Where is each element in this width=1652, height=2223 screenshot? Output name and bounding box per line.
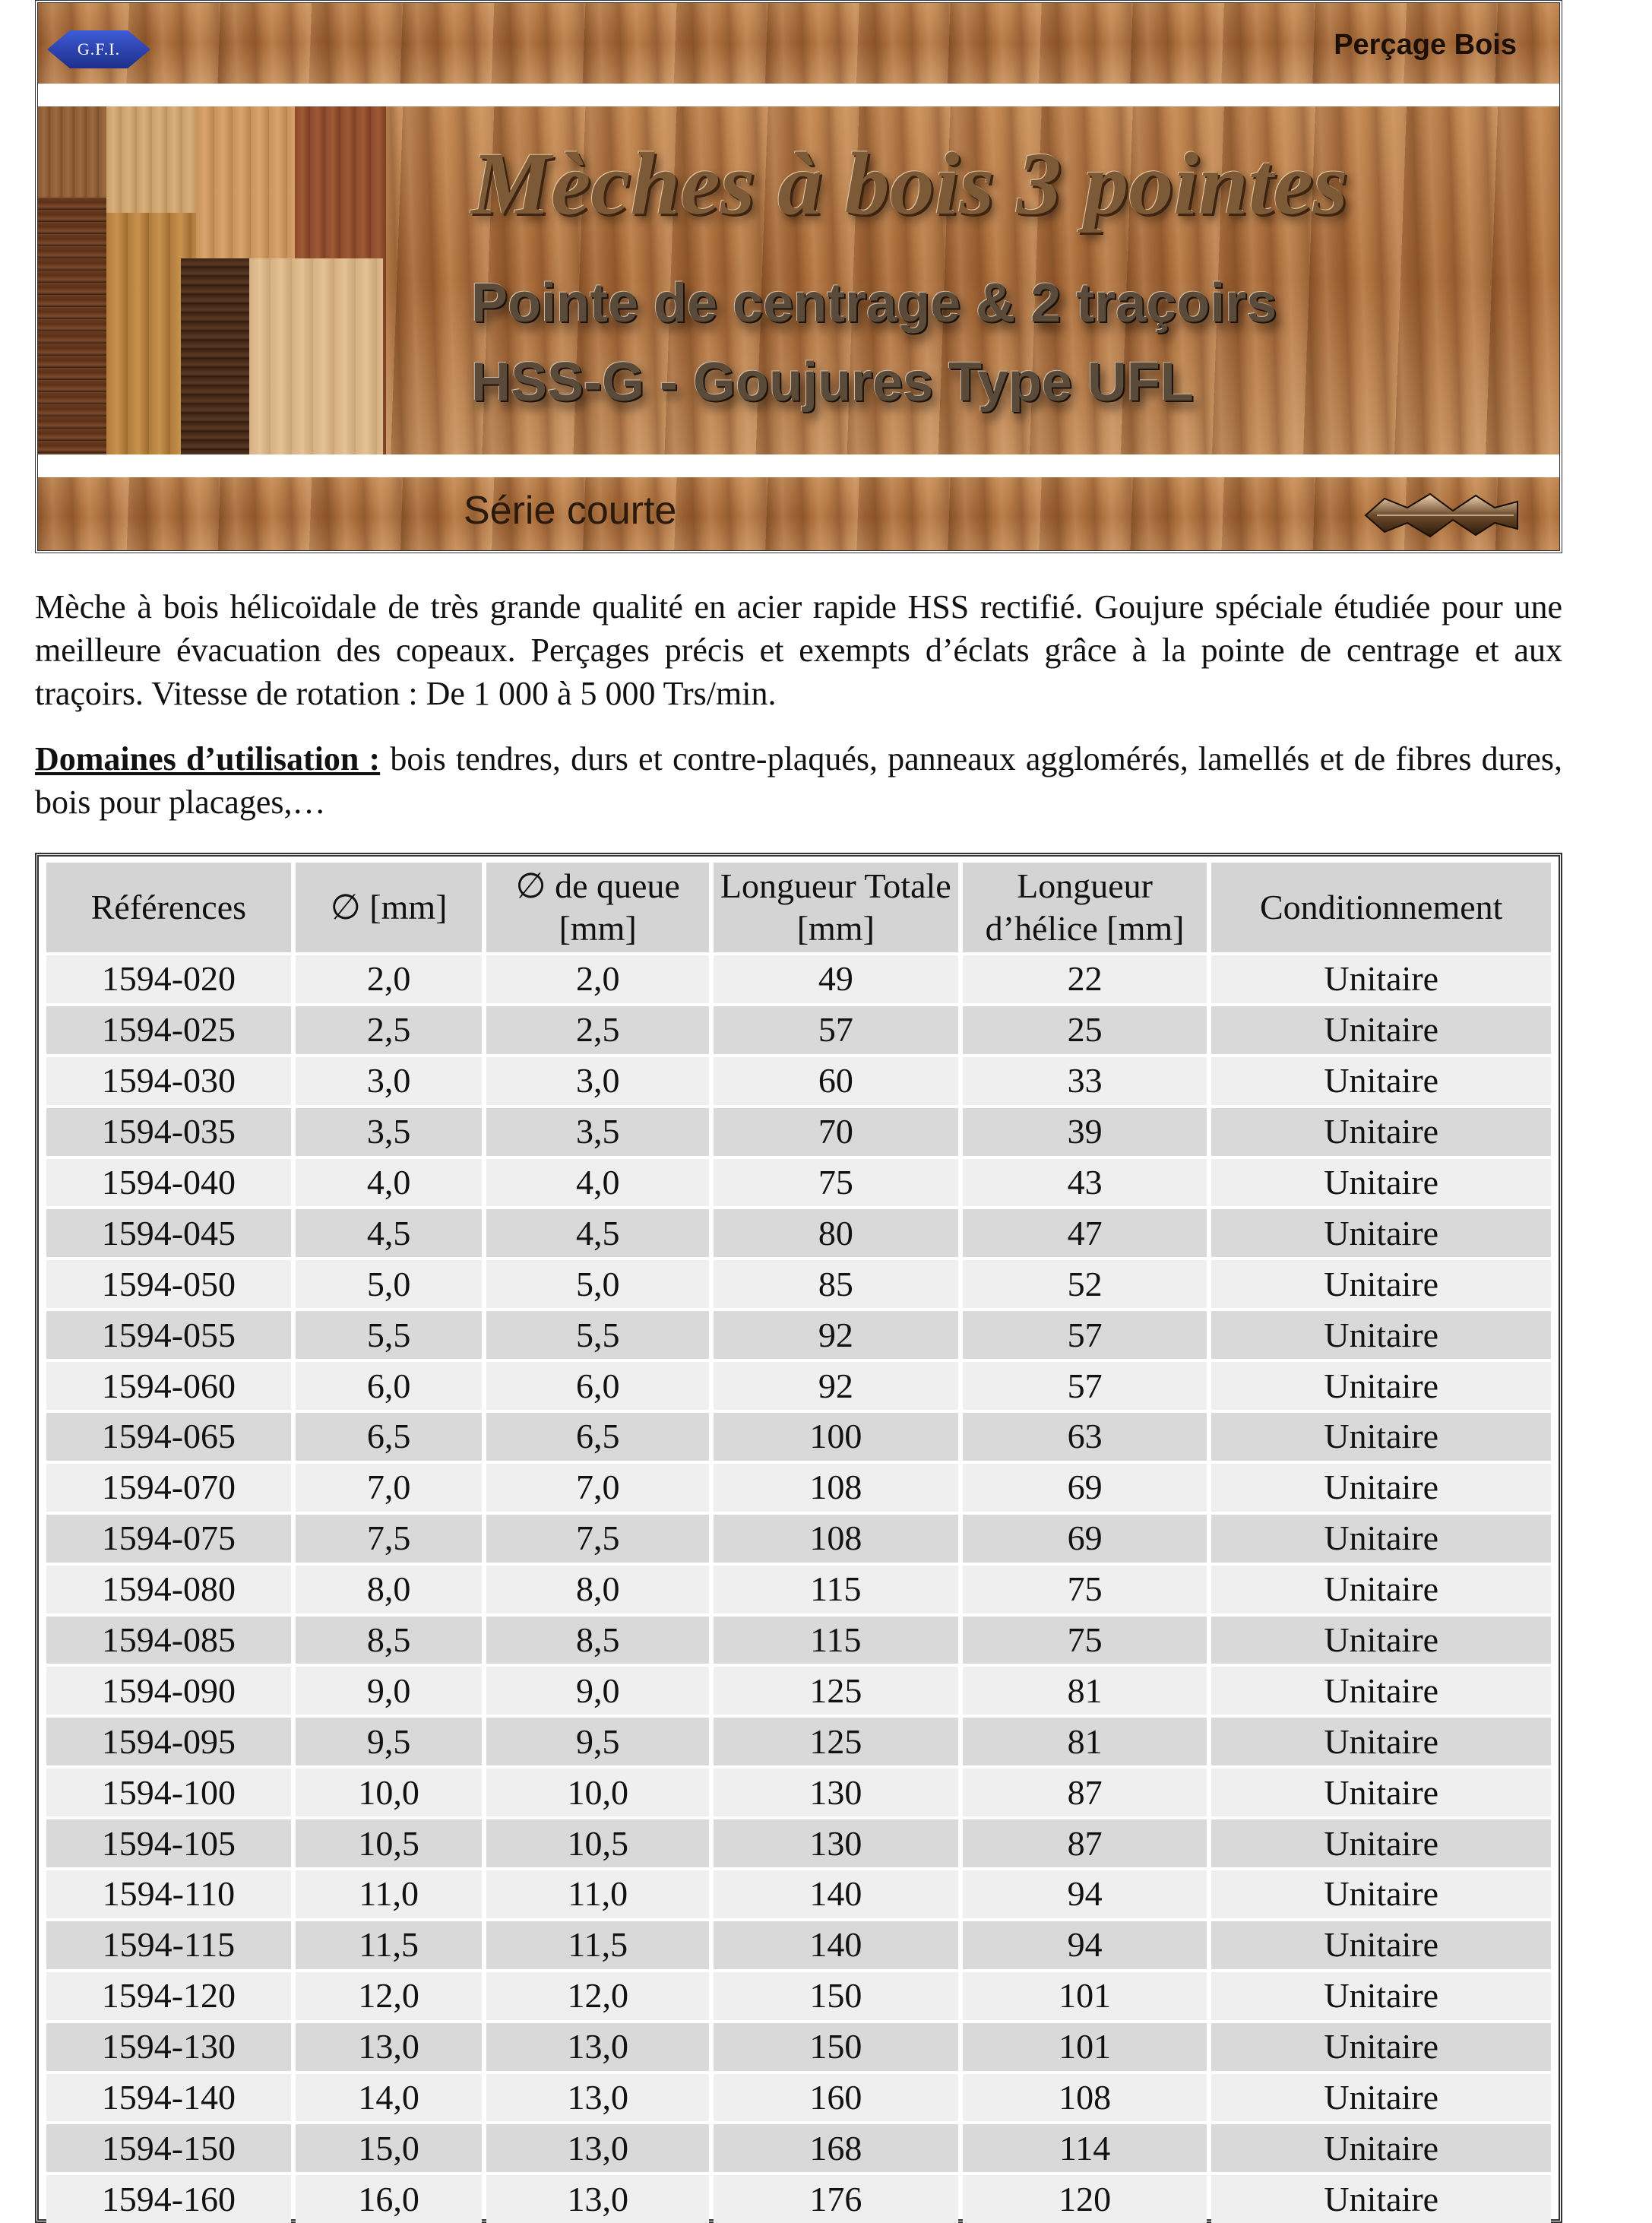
drill-bit-icon	[1362, 485, 1521, 546]
cell-total-length: 140	[714, 1870, 958, 1918]
cell-reference: 1594-090	[46, 1667, 291, 1715]
cell-packaging: Unitaire	[1211, 2074, 1551, 2122]
cell-total-length: 168	[714, 2124, 958, 2172]
cell-total-length: 57	[714, 1006, 958, 1054]
cell-flute-length: 101	[963, 2023, 1207, 2071]
cell-reference: 1594-065	[46, 1413, 291, 1461]
cell-diameter: 4,5	[296, 1209, 483, 1257]
cell-flute-length: 101	[963, 1972, 1207, 2020]
usage-label: Domaines d’utilisation :	[35, 740, 381, 777]
cell-diameter: 3,0	[296, 1057, 483, 1105]
cell-total-length: 115	[714, 1566, 958, 1613]
cell-flute-length: 25	[963, 1006, 1207, 1054]
cell-packaging: Unitaire	[1211, 2023, 1551, 2071]
cell-total-length: 80	[714, 1209, 958, 1257]
cell-diameter: 15,0	[296, 2124, 483, 2172]
cell-total-length: 108	[714, 1464, 958, 1512]
cell-flute-length: 120	[963, 2175, 1207, 2223]
header-packaging: Conditionnement	[1211, 863, 1551, 952]
cell-shank-diameter: 11,0	[486, 1870, 709, 1918]
header-references: Références	[46, 863, 291, 952]
cell-reference: 1594-140	[46, 2074, 291, 2122]
cell-packaging: Unitaire	[1211, 955, 1551, 1003]
cell-reference: 1594-030	[46, 1057, 291, 1105]
cell-diameter: 4,0	[296, 1159, 483, 1207]
cell-total-length: 108	[714, 1515, 958, 1563]
cell-flute-length: 43	[963, 1159, 1207, 1207]
cell-packaging: Unitaire	[1211, 1362, 1551, 1410]
cell-diameter: 5,0	[296, 1260, 483, 1308]
table-row	[46, 1464, 1551, 1512]
cell-flute-length: 39	[963, 1108, 1207, 1156]
table-row	[46, 1362, 1551, 1410]
series-label: Série courte	[464, 489, 677, 533]
cell-total-length: 125	[714, 1667, 958, 1715]
cell-reference: 1594-060	[46, 1362, 291, 1410]
cell-total-length: 176	[714, 2175, 958, 2223]
cell-packaging: Unitaire	[1211, 1413, 1551, 1461]
cell-packaging: Unitaire	[1211, 2124, 1551, 2172]
cell-flute-length: 47	[963, 1209, 1207, 1257]
cell-diameter: 11,5	[296, 1921, 483, 1969]
product-subtitle-2: HSS-G - Goujures Type UFL	[471, 352, 1194, 413]
cell-reference: 1594-085	[46, 1617, 291, 1664]
cell-flute-length: 52	[963, 1260, 1207, 1308]
cell-diameter: 16,0	[296, 2175, 483, 2223]
cell-total-length: 150	[714, 2023, 958, 2071]
cell-packaging: Unitaire	[1211, 1159, 1551, 1207]
header-diameter: ∅ [mm]	[296, 863, 483, 952]
cell-flute-length: 57	[963, 1311, 1207, 1359]
cell-reference: 1594-115	[46, 1921, 291, 1969]
table-row	[46, 2175, 1551, 2223]
cell-flute-length: 94	[963, 1921, 1207, 1969]
product-description: Mèche à bois hélicoïdale de très grande qualité en acier rapide HSS rectifié. Goujure spéciale étudiée pour une meilleure évacuation des copeaux. Perçages précis et exempts d’éclats grâce à la pointe de centrage et aux traçoirs. Vitesse de rotation : De 1 000 à 5 000 Trs/min.	[35, 588, 1562, 712]
cell-flute-length: 75	[963, 1617, 1207, 1664]
cell-packaging: Unitaire	[1211, 1057, 1551, 1105]
cell-flute-length: 57	[963, 1362, 1207, 1410]
cell-packaging: Unitaire	[1211, 1566, 1551, 1613]
header-shank-diameter: ∅ de queue [mm]	[486, 863, 709, 952]
cell-diameter: 10,5	[296, 1819, 483, 1867]
table-body	[46, 955, 1551, 2223]
cell-packaging: Unitaire	[1211, 1667, 1551, 1715]
cell-total-length: 75	[714, 1159, 958, 1207]
cell-flute-length: 69	[963, 1515, 1207, 1563]
cell-packaging: Unitaire	[1211, 1617, 1551, 1664]
cell-shank-diameter: 13,0	[486, 2074, 709, 2122]
cell-packaging: Unitaire	[1211, 1464, 1551, 1512]
cell-total-length: 130	[714, 1769, 958, 1816]
cell-shank-diameter: 13,0	[486, 2023, 709, 2071]
cell-reference: 1594-035	[46, 1108, 291, 1156]
cell-reference: 1594-070	[46, 1464, 291, 1512]
table-row	[46, 1921, 1551, 1969]
cell-total-length: 92	[714, 1311, 958, 1359]
table-row	[46, 1566, 1551, 1613]
cell-diameter: 10,0	[296, 1769, 483, 1816]
cell-shank-diameter: 6,0	[486, 1362, 709, 1410]
cell-diameter: 2,5	[296, 1006, 483, 1054]
cell-reference: 1594-150	[46, 2124, 291, 2172]
cell-shank-diameter: 2,5	[486, 1006, 709, 1054]
table-row	[46, 1209, 1551, 1257]
cell-flute-length: 81	[963, 1667, 1207, 1715]
cell-packaging: Unitaire	[1211, 1819, 1551, 1867]
cell-packaging: Unitaire	[1211, 1260, 1551, 1308]
cell-packaging: Unitaire	[1211, 1718, 1551, 1765]
cell-packaging: Unitaire	[1211, 1769, 1551, 1816]
cell-shank-diameter: 13,0	[486, 2124, 709, 2172]
cell-shank-diameter: 5,0	[486, 1260, 709, 1308]
cell-shank-diameter: 9,5	[486, 1718, 709, 1765]
cell-shank-diameter: 4,0	[486, 1159, 709, 1207]
cell-flute-length: 22	[963, 955, 1207, 1003]
cell-packaging: Unitaire	[1211, 1972, 1551, 2020]
cell-flute-length: 69	[963, 1464, 1207, 1512]
cell-shank-diameter: 10,0	[486, 1769, 709, 1816]
table-header-row	[46, 863, 1551, 952]
usage-text: bois tendres, durs et contre-plaqués, panneaux agglomérés, lamellés et de fibres dures, bois pour placages,…	[35, 740, 1562, 821]
specifications-table	[35, 853, 1562, 2223]
cell-shank-diameter: 6,5	[486, 1413, 709, 1461]
cell-flute-length: 81	[963, 1718, 1207, 1765]
table-row	[46, 1819, 1551, 1867]
cell-reference: 1594-100	[46, 1769, 291, 1816]
cell-reference: 1594-110	[46, 1870, 291, 1918]
cell-diameter: 12,0	[296, 1972, 483, 2020]
cell-shank-diameter: 9,0	[486, 1667, 709, 1715]
cell-packaging: Unitaire	[1211, 1515, 1551, 1563]
cell-total-length: 49	[714, 955, 958, 1003]
cell-total-length: 70	[714, 1108, 958, 1156]
cell-flute-length: 75	[963, 1566, 1207, 1613]
table-row	[46, 1260, 1551, 1308]
cell-total-length: 150	[714, 1972, 958, 2020]
cell-flute-length: 114	[963, 2124, 1207, 2172]
cell-diameter: 3,5	[296, 1108, 483, 1156]
cell-packaging: Unitaire	[1211, 2175, 1551, 2223]
cell-diameter: 9,5	[296, 1718, 483, 1765]
table-row	[46, 1769, 1551, 1816]
cell-shank-diameter: 2,0	[486, 955, 709, 1003]
table-row	[46, 1870, 1551, 1918]
cell-diameter: 14,0	[296, 2074, 483, 2122]
cell-reference: 1594-050	[46, 1260, 291, 1308]
cell-reference: 1594-045	[46, 1209, 291, 1257]
cell-total-length: 92	[714, 1362, 958, 1410]
header-total-length: Longueur Totale [mm]	[714, 863, 958, 952]
banner-divider	[38, 84, 1559, 106]
cell-packaging: Unitaire	[1211, 1311, 1551, 1359]
cell-reference: 1594-040	[46, 1159, 291, 1207]
cell-diameter: 2,0	[296, 955, 483, 1003]
cell-shank-diameter: 8,5	[486, 1617, 709, 1664]
cell-shank-diameter: 3,0	[486, 1057, 709, 1105]
table-row	[46, 1515, 1551, 1563]
cell-shank-diameter: 8,0	[486, 1566, 709, 1613]
category-label: Perçage Bois	[1334, 29, 1517, 61]
cell-total-length: 115	[714, 1617, 958, 1664]
cell-reference: 1594-130	[46, 2023, 291, 2071]
cell-total-length: 60	[714, 1057, 958, 1105]
wood-swatches-image	[38, 106, 386, 454]
cell-shank-diameter: 7,5	[486, 1515, 709, 1563]
cell-packaging: Unitaire	[1211, 1006, 1551, 1054]
cell-total-length: 130	[714, 1819, 958, 1867]
cell-shank-diameter: 3,5	[486, 1108, 709, 1156]
banner-bottom-band	[38, 477, 1559, 553]
cell-diameter: 9,0	[296, 1667, 483, 1715]
cell-reference: 1594-075	[46, 1515, 291, 1563]
cell-flute-length: 33	[963, 1057, 1207, 1105]
cell-total-length: 100	[714, 1413, 958, 1461]
cell-diameter: 8,5	[296, 1617, 483, 1664]
cell-diameter: 7,0	[296, 1464, 483, 1512]
cell-total-length: 160	[714, 2074, 958, 2122]
cell-reference: 1594-055	[46, 1311, 291, 1359]
header-flute-length: Longueur d’hélice [mm]	[963, 863, 1207, 952]
table-row	[46, 1108, 1551, 1156]
cell-flute-length: 87	[963, 1819, 1207, 1867]
cell-flute-length: 87	[963, 1769, 1207, 1816]
cell-reference: 1594-095	[46, 1718, 291, 1765]
table-row	[46, 2074, 1551, 2122]
cell-diameter: 6,0	[296, 1362, 483, 1410]
header-banner	[35, 0, 1562, 553]
banner-title-band	[38, 106, 1559, 454]
product-subtitle-1: Pointe de centrage & 2 traçoirs	[471, 273, 1277, 334]
cell-shank-diameter: 10,5	[486, 1819, 709, 1867]
banner-top-band	[38, 3, 1559, 84]
cell-flute-length: 63	[963, 1413, 1207, 1461]
cell-shank-diameter: 12,0	[486, 1972, 709, 2020]
table-row	[46, 1667, 1551, 1715]
cell-flute-length: 108	[963, 2074, 1207, 2122]
cell-diameter: 7,5	[296, 1515, 483, 1563]
cell-reference: 1594-080	[46, 1566, 291, 1613]
cell-reference: 1594-120	[46, 1972, 291, 2020]
cell-diameter: 8,0	[296, 1566, 483, 1613]
cell-diameter: 13,0	[296, 2023, 483, 2071]
product-title: Mèches à bois 3 pointes	[471, 134, 1348, 233]
cell-flute-length: 94	[963, 1870, 1207, 1918]
cell-shank-diameter: 7,0	[486, 1464, 709, 1512]
cell-shank-diameter: 5,5	[486, 1311, 709, 1359]
cell-shank-diameter: 11,5	[486, 1921, 709, 1969]
table-row	[46, 1057, 1551, 1105]
logo-text: G.F.I.	[77, 40, 121, 59]
banner-divider-2	[38, 454, 1559, 477]
table-row	[46, 2023, 1551, 2071]
usage-domains	[35, 737, 1562, 824]
cell-shank-diameter: 13,0	[486, 2175, 709, 2223]
cell-reference: 1594-020	[46, 955, 291, 1003]
cell-diameter: 5,5	[296, 1311, 483, 1359]
table-row	[46, 955, 1551, 1003]
cell-packaging: Unitaire	[1211, 1870, 1551, 1918]
table-row	[46, 1311, 1551, 1359]
cell-reference: 1594-025	[46, 1006, 291, 1054]
cell-shank-diameter: 4,5	[486, 1209, 709, 1257]
table-row	[46, 1617, 1551, 1664]
table-row	[46, 1159, 1551, 1207]
table-row	[46, 1718, 1551, 1765]
cell-packaging: Unitaire	[1211, 1209, 1551, 1257]
cell-diameter: 6,5	[296, 1413, 483, 1461]
cell-reference: 1594-105	[46, 1819, 291, 1867]
table-row	[46, 1972, 1551, 2020]
cell-total-length: 85	[714, 1260, 958, 1308]
table-row	[46, 2124, 1551, 2172]
cell-packaging: Unitaire	[1211, 1108, 1551, 1156]
cell-total-length: 140	[714, 1921, 958, 1969]
cell-reference: 1594-160	[46, 2175, 291, 2223]
cell-packaging: Unitaire	[1211, 1921, 1551, 1969]
table-row	[46, 1006, 1551, 1054]
gfi-logo-badge	[47, 30, 150, 68]
cell-total-length: 125	[714, 1718, 958, 1765]
table-row	[46, 1413, 1551, 1461]
cell-diameter: 11,0	[296, 1870, 483, 1918]
